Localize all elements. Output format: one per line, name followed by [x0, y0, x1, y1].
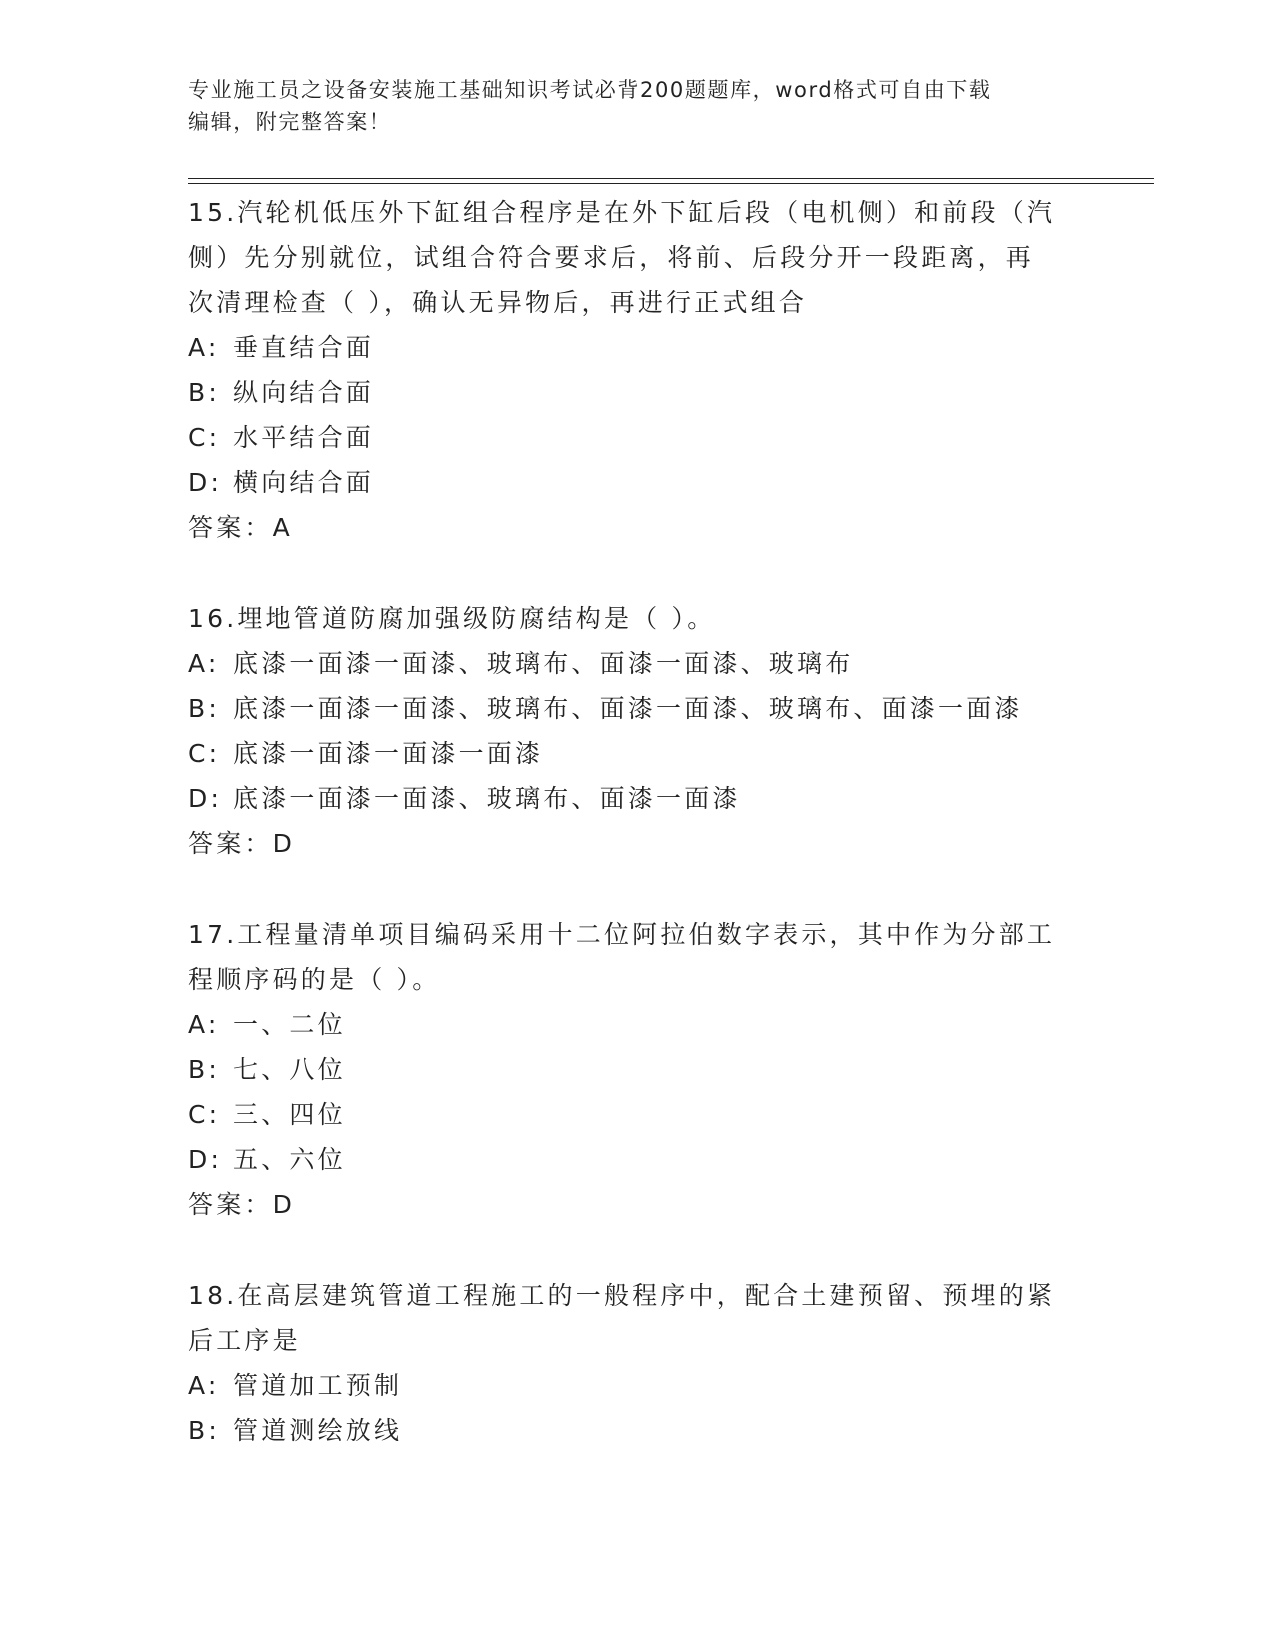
option-c	[188, 731, 1088, 776]
option-a	[188, 325, 1088, 370]
document-header	[188, 74, 1088, 138]
option-d	[188, 460, 1088, 505]
option-label: C:	[188, 1100, 221, 1129]
question-spacer	[188, 866, 1088, 912]
option-label: B:	[188, 694, 220, 723]
question-text-line: 次清理检查（ ），确认无异物后，再进行正式组合	[188, 288, 808, 317]
option-label: A:	[188, 649, 220, 678]
answer-value: D	[272, 1190, 296, 1219]
option-label: D:	[188, 784, 223, 813]
question-text-line: 15.汽轮机低压外下缸组合程序是在外下缸后段（电机侧）和前段（汽	[188, 198, 1056, 227]
answer-line	[188, 505, 1088, 550]
header-divider-bottom	[188, 183, 1154, 184]
answer-value: D	[272, 829, 296, 858]
option-c	[188, 1092, 1088, 1137]
option-d	[188, 776, 1088, 821]
question-text-line: 后工序是	[188, 1326, 301, 1355]
option-a	[188, 1363, 1088, 1408]
option-text: 水平结合面	[233, 423, 375, 452]
question-text-line: 18.在高层建筑管道工程施工的一般程序中，配合土建预留、预埋的紧	[188, 1281, 1056, 1310]
option-d	[188, 1137, 1088, 1182]
option-text: 垂直结合面	[233, 333, 375, 362]
header-line-2: 编辑，附完整答案！	[188, 110, 392, 134]
option-b	[188, 1047, 1088, 1092]
answer-label: 答案：	[188, 513, 273, 542]
question-text-line: 17.工程量清单项目编码采用十二位阿拉伯数字表示，其中作为分部工	[188, 920, 1056, 949]
option-label: A:	[188, 1371, 220, 1400]
option-text: 底漆一面漆一面漆、玻璃布、面漆一面漆	[233, 784, 741, 813]
option-b	[188, 370, 1088, 415]
answer-label: 答案：	[188, 829, 273, 858]
option-c	[188, 415, 1088, 460]
question-spacer	[188, 550, 1088, 596]
option-label: B:	[188, 1055, 220, 1084]
option-b	[188, 686, 1088, 731]
answer-label: 答案：	[188, 1190, 273, 1219]
option-b	[188, 1408, 1088, 1453]
question-text-line: 侧）先分别就位，试组合符合要求后，将前、后段分开一段距离，再	[188, 243, 1035, 272]
question-15	[188, 190, 1088, 550]
option-label: B:	[188, 1416, 220, 1445]
option-a	[188, 1002, 1088, 1047]
option-label: B:	[188, 378, 220, 407]
option-label: C:	[188, 423, 221, 452]
option-text: 五、六位	[233, 1145, 346, 1174]
question-18	[188, 1273, 1088, 1453]
option-text: 底漆一面漆一面漆一面漆	[233, 739, 544, 768]
question-text-line: 程顺序码的是（ ）。	[188, 965, 441, 994]
question-16	[188, 596, 1088, 866]
option-text: 底漆一面漆一面漆、玻璃布、面漆一面漆、玻璃布	[233, 649, 854, 678]
option-text: 管道加工预制	[233, 1371, 403, 1400]
option-label: C:	[188, 739, 221, 768]
option-label: A:	[188, 1010, 220, 1039]
option-text: 横向结合面	[233, 468, 375, 497]
option-text: 底漆一面漆一面漆、玻璃布、面漆一面漆、玻璃布、面漆一面漆	[233, 694, 1023, 723]
question-17	[188, 912, 1088, 1227]
option-a	[188, 641, 1088, 686]
answer-line	[188, 1182, 1088, 1227]
option-label: D:	[188, 1145, 223, 1174]
answer-line	[188, 821, 1088, 866]
option-text: 纵向结合面	[233, 378, 375, 407]
header-line-1: 专业施工员之设备安装施工基础知识考试必背200题题库，word格式可自由下载	[188, 78, 992, 102]
answer-value: A	[272, 513, 293, 542]
question-spacer	[188, 1227, 1088, 1273]
question-list	[188, 190, 1088, 1453]
option-text: 管道测绘放线	[233, 1416, 403, 1445]
option-text: 三、四位	[233, 1100, 346, 1129]
header-divider-top	[188, 178, 1154, 179]
option-text: 七、八位	[233, 1055, 346, 1084]
option-label: D:	[188, 468, 223, 497]
question-text-line: 16.埋地管道防腐加强级防腐结构是（ ）。	[188, 604, 716, 633]
option-label: A:	[188, 333, 220, 362]
option-text: 一、二位	[233, 1010, 346, 1039]
